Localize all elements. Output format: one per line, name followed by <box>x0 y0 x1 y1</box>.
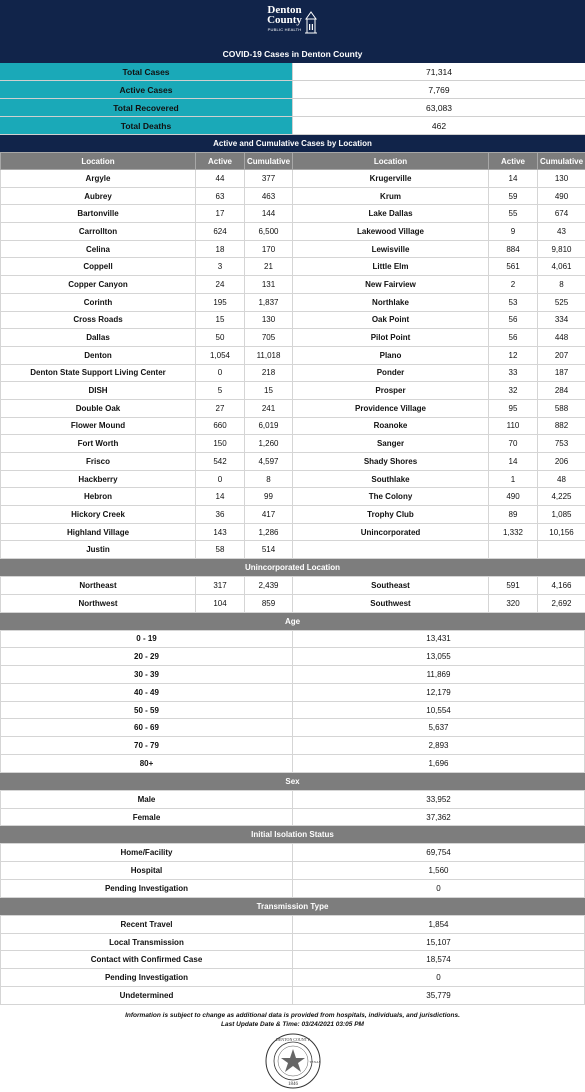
location-row <box>1 258 585 276</box>
table-cell: 56 <box>489 329 538 347</box>
location-row <box>1 399 585 417</box>
summary-value: 71,314 <box>292 63 585 80</box>
table-cell: Krum <box>293 187 489 205</box>
sex-row <box>1 808 585 826</box>
table-cell: 89 <box>489 506 538 524</box>
county-seal-icon <box>265 1033 321 1089</box>
table-cell: 4,225 <box>538 488 585 506</box>
sex-table <box>0 790 585 827</box>
summary-label: Total Deaths <box>0 117 292 134</box>
table-cell: Trophy Club <box>293 506 489 524</box>
header-banner <box>0 0 585 63</box>
age-row <box>1 666 585 684</box>
transmission-row <box>1 933 585 951</box>
table-cell: 2,692 <box>538 594 585 612</box>
table-cell: 195 <box>196 293 245 311</box>
table-cell: Dallas <box>1 329 196 347</box>
location-row <box>1 205 585 223</box>
summary-value: 7,769 <box>292 81 585 98</box>
sex-row <box>1 790 585 808</box>
svg-text:TEXAS: TEXAS <box>308 1059 321 1064</box>
table-cell: 514 <box>245 541 293 559</box>
table-cell: 334 <box>538 311 585 329</box>
location-table <box>0 152 585 559</box>
row-value: 1,560 <box>293 862 585 880</box>
unincorporated-table <box>0 576 585 612</box>
location-row <box>1 170 585 188</box>
disclaimer-text: Information is subject to change as additional data is provided from hospitals, individuals, and jurisdictions. <box>125 1011 460 1019</box>
location-row <box>1 541 585 559</box>
table-cell: 110 <box>489 417 538 435</box>
table-cell: 27 <box>196 399 245 417</box>
table-cell: 884 <box>489 240 538 258</box>
row-label: 0 - 19 <box>1 630 293 648</box>
row-value: 69,754 <box>293 844 585 862</box>
row-value: 5,637 <box>293 719 585 737</box>
table-cell: 150 <box>196 435 245 453</box>
table-cell: Ponder <box>293 364 489 382</box>
table-cell: 417 <box>245 506 293 524</box>
table-cell: 1,332 <box>489 523 538 541</box>
table-cell: 130 <box>245 311 293 329</box>
table-cell: Cross Roads <box>1 311 196 329</box>
table-cell: 144 <box>245 205 293 223</box>
column-header: Cumulative <box>538 153 585 170</box>
row-label: Undetermined <box>1 987 293 1005</box>
table-cell: 36 <box>196 506 245 524</box>
table-cell: Krugerville <box>293 170 489 188</box>
table-cell: 187 <box>538 364 585 382</box>
table-cell: 12 <box>489 346 538 364</box>
transmission-row <box>1 987 585 1005</box>
transmission-row <box>1 951 585 969</box>
table-cell: 6,500 <box>245 223 293 241</box>
logo-text-denton: Denton <box>267 4 302 16</box>
table-cell: 561 <box>489 258 538 276</box>
row-value: 13,055 <box>293 648 585 666</box>
row-value: 2,893 <box>293 737 585 755</box>
table-cell: Southwest <box>293 594 489 612</box>
table-cell: 17 <box>196 205 245 223</box>
table-cell: Unincorporated <box>293 523 489 541</box>
row-label: 60 - 69 <box>1 719 293 737</box>
table-cell: Flower Mound <box>1 417 196 435</box>
table-cell: Copper Canyon <box>1 276 196 294</box>
logo-text-public-health: PUBLIC HEALTH <box>267 27 302 32</box>
footer <box>0 1011 585 1091</box>
table-cell: Corinth <box>1 293 196 311</box>
table-cell: 660 <box>196 417 245 435</box>
table-cell: Denton <box>1 346 196 364</box>
transmission-section-title: Transmission Type <box>0 898 585 915</box>
table-cell: 542 <box>196 453 245 471</box>
table-cell: 15 <box>196 311 245 329</box>
table-cell: 63 <box>196 187 245 205</box>
table-cell: 131 <box>245 276 293 294</box>
table-cell: 490 <box>489 488 538 506</box>
row-label: Contact with Confirmed Case <box>1 951 293 969</box>
location-row <box>1 435 585 453</box>
table-cell: 70 <box>489 435 538 453</box>
table-cell: Southlake <box>293 470 489 488</box>
table-cell: 525 <box>538 293 585 311</box>
summary-row-total-deaths <box>0 117 585 135</box>
table-cell: Providence Village <box>293 399 489 417</box>
table-cell: 377 <box>245 170 293 188</box>
location-row <box>1 293 585 311</box>
table-cell: 2,439 <box>245 577 293 595</box>
table-cell: Denton State Support Living Center <box>1 364 196 382</box>
table-cell: 448 <box>538 329 585 347</box>
column-header: Active <box>489 153 538 170</box>
age-row <box>1 683 585 701</box>
svg-text:1846: 1846 <box>287 1081 298 1087</box>
table-cell: Southeast <box>293 577 489 595</box>
table-cell: 207 <box>538 346 585 364</box>
table-cell: 0 <box>196 470 245 488</box>
table-cell: 284 <box>538 382 585 400</box>
summary-label: Total Recovered <box>0 99 292 116</box>
table-cell: 10,156 <box>538 523 585 541</box>
summary-row-total-recovered <box>0 99 585 117</box>
table-cell: Pilot Point <box>293 329 489 347</box>
table-cell: Celina <box>1 240 196 258</box>
table-cell: 1,085 <box>538 506 585 524</box>
isolation-row <box>1 862 585 880</box>
row-value: 37,362 <box>293 808 585 826</box>
table-cell: Oak Point <box>293 311 489 329</box>
table-cell: 1,286 <box>245 523 293 541</box>
table-cell: 56 <box>489 311 538 329</box>
table-cell: 705 <box>245 329 293 347</box>
table-cell: Shady Shores <box>293 453 489 471</box>
location-row <box>1 453 585 471</box>
sex-section-title: Sex <box>0 773 585 790</box>
row-value: 0 <box>293 880 585 898</box>
table-cell: 4,166 <box>538 577 585 595</box>
table-cell: 8 <box>538 276 585 294</box>
table-cell: 1,054 <box>196 346 245 364</box>
table-cell: 591 <box>489 577 538 595</box>
row-value: 33,952 <box>293 790 585 808</box>
summary-row-active-cases <box>0 81 585 99</box>
table-cell: Fort Worth <box>1 435 196 453</box>
row-label: 30 - 39 <box>1 666 293 684</box>
age-row <box>1 630 585 648</box>
location-row <box>1 240 585 258</box>
table-cell: 21 <box>245 258 293 276</box>
isolation-table <box>0 843 585 897</box>
table-cell: 753 <box>538 435 585 453</box>
row-value: 12,179 <box>293 683 585 701</box>
table-cell: 48 <box>538 470 585 488</box>
table-cell: Plano <box>293 346 489 364</box>
location-row <box>1 223 585 241</box>
table-cell: 59 <box>489 187 538 205</box>
table-cell: The Colony <box>293 488 489 506</box>
location-row <box>1 506 585 524</box>
location-row <box>1 276 585 294</box>
table-cell: 15 <box>245 382 293 400</box>
table-cell: 859 <box>245 594 293 612</box>
table-cell: Lewisville <box>293 240 489 258</box>
row-value: 11,869 <box>293 666 585 684</box>
last-update-text: Last Update Date & Time: 03/24/2021 03:05 PM <box>221 1020 364 1028</box>
table-cell: 0 <box>196 364 245 382</box>
table-cell: 2 <box>489 276 538 294</box>
transmission-row <box>1 969 585 987</box>
table-cell: Roanoke <box>293 417 489 435</box>
table-cell: 130 <box>538 170 585 188</box>
column-header: Cumulative <box>245 153 293 170</box>
table-cell: 8 <box>245 470 293 488</box>
row-label: 20 - 29 <box>1 648 293 666</box>
row-value: 18,574 <box>293 951 585 969</box>
table-cell: 143 <box>196 523 245 541</box>
location-row <box>1 329 585 347</box>
table-cell: Bartonville <box>1 205 196 223</box>
column-header: Location <box>293 153 489 170</box>
table-cell: 588 <box>538 399 585 417</box>
table-cell: 99 <box>245 488 293 506</box>
unincorporated-row <box>1 577 585 595</box>
unincorporated-row <box>1 594 585 612</box>
table-cell: 6,019 <box>245 417 293 435</box>
denton-county-logo <box>0 5 585 35</box>
row-label: Pending Investigation <box>1 969 293 987</box>
table-cell: 170 <box>245 240 293 258</box>
table-cell: Hickory Creek <box>1 506 196 524</box>
table-cell: 206 <box>538 453 585 471</box>
table-cell: 43 <box>538 223 585 241</box>
row-label: Female <box>1 808 293 826</box>
table-cell: 1,260 <box>245 435 293 453</box>
age-row <box>1 719 585 737</box>
table-cell: Carrollton <box>1 223 196 241</box>
table-cell: Hackberry <box>1 470 196 488</box>
table-cell: 33 <box>489 364 538 382</box>
table-cell: Coppell <box>1 258 196 276</box>
table-cell: 53 <box>489 293 538 311</box>
table-cell: Northwest <box>1 594 196 612</box>
age-row <box>1 755 585 773</box>
table-cell: Frisco <box>1 453 196 471</box>
table-cell: 1,837 <box>245 293 293 311</box>
table-cell: 320 <box>489 594 538 612</box>
column-header: Active <box>196 153 245 170</box>
table-cell: New Fairview <box>293 276 489 294</box>
page-title: COVID-19 Cases in Denton County <box>222 49 363 59</box>
table-cell: 55 <box>489 205 538 223</box>
table-cell: 5 <box>196 382 245 400</box>
table-cell: 4,061 <box>538 258 585 276</box>
location-row <box>1 382 585 400</box>
summary-block <box>0 63 585 135</box>
table-cell: Prosper <box>293 382 489 400</box>
summary-value: 462 <box>292 117 585 134</box>
location-row <box>1 311 585 329</box>
row-label: Hospital <box>1 862 293 880</box>
table-cell: Aubrey <box>1 187 196 205</box>
column-header: Location <box>1 153 196 170</box>
table-cell: 18 <box>196 240 245 258</box>
table-cell <box>538 541 585 559</box>
table-cell: 624 <box>196 223 245 241</box>
location-row <box>1 346 585 364</box>
row-label: 80+ <box>1 755 293 773</box>
transmission-table <box>0 915 585 1005</box>
table-cell: DISH <box>1 382 196 400</box>
row-value: 0 <box>293 969 585 987</box>
courthouse-icon <box>304 11 318 35</box>
summary-label: Active Cases <box>0 81 292 98</box>
table-cell: Sanger <box>293 435 489 453</box>
location-table-header-row <box>1 153 585 170</box>
table-cell: Highland Village <box>1 523 196 541</box>
table-cell: Hebron <box>1 488 196 506</box>
row-label: 70 - 79 <box>1 737 293 755</box>
location-section-title: Active and Cumulative Cases by Location <box>0 135 585 152</box>
table-cell: 317 <box>196 577 245 595</box>
table-cell: 104 <box>196 594 245 612</box>
age-row <box>1 737 585 755</box>
location-row <box>1 523 585 541</box>
summary-value: 63,083 <box>292 99 585 116</box>
row-label: Male <box>1 790 293 808</box>
table-cell: 463 <box>245 187 293 205</box>
age-table <box>0 630 585 773</box>
unincorporated-section-title: Unincorporated Location <box>0 559 585 576</box>
table-cell: 674 <box>538 205 585 223</box>
table-cell: 3 <box>196 258 245 276</box>
table-cell: 882 <box>538 417 585 435</box>
location-row <box>1 417 585 435</box>
table-cell <box>489 541 538 559</box>
table-cell: 490 <box>538 187 585 205</box>
table-cell: 50 <box>196 329 245 347</box>
svg-text:DENTON COUNTY: DENTON COUNTY <box>275 1036 310 1042</box>
table-cell: 58 <box>196 541 245 559</box>
table-cell: Northlake <box>293 293 489 311</box>
row-value: 1,696 <box>293 755 585 773</box>
table-cell: Argyle <box>1 170 196 188</box>
table-cell: 241 <box>245 399 293 417</box>
table-cell: Lake Dallas <box>293 205 489 223</box>
location-row <box>1 470 585 488</box>
row-value: 10,554 <box>293 701 585 719</box>
row-label: Home/Facility <box>1 844 293 862</box>
isolation-row <box>1 844 585 862</box>
row-value: 1,854 <box>293 915 585 933</box>
row-label: Recent Travel <box>1 915 293 933</box>
row-value: 15,107 <box>293 933 585 951</box>
row-label: Local Transmission <box>1 933 293 951</box>
table-cell <box>293 541 489 559</box>
transmission-row <box>1 915 585 933</box>
row-label: 40 - 49 <box>1 683 293 701</box>
table-cell: 44 <box>196 170 245 188</box>
summary-label: Total Cases <box>0 63 292 80</box>
table-cell: 24 <box>196 276 245 294</box>
row-label: Pending Investigation <box>1 880 293 898</box>
location-row <box>1 187 585 205</box>
age-row <box>1 648 585 666</box>
table-cell: 14 <box>489 170 538 188</box>
table-cell: 14 <box>196 488 245 506</box>
logo-text-county: County <box>267 14 302 26</box>
age-row <box>1 701 585 719</box>
table-cell: Justin <box>1 541 196 559</box>
isolation-row <box>1 880 585 898</box>
table-cell: 14 <box>489 453 538 471</box>
table-cell: 9,810 <box>538 240 585 258</box>
table-cell: 95 <box>489 399 538 417</box>
table-cell: Double Oak <box>1 399 196 417</box>
location-row <box>1 364 585 382</box>
table-cell: 4,597 <box>245 453 293 471</box>
row-value: 13,431 <box>293 630 585 648</box>
table-cell: Northeast <box>1 577 196 595</box>
row-value: 35,779 <box>293 987 585 1005</box>
summary-row-total-cases <box>0 63 585 81</box>
row-label: 50 - 59 <box>1 701 293 719</box>
table-cell: 9 <box>489 223 538 241</box>
isolation-section-title: Initial Isolation Status <box>0 826 585 843</box>
location-row <box>1 488 585 506</box>
table-cell: 218 <box>245 364 293 382</box>
table-cell: 1 <box>489 470 538 488</box>
table-cell: Little Elm <box>293 258 489 276</box>
age-section-title: Age <box>0 613 585 630</box>
table-cell: 32 <box>489 382 538 400</box>
table-cell: Lakewood Village <box>293 223 489 241</box>
table-cell: 11,018 <box>245 346 293 364</box>
